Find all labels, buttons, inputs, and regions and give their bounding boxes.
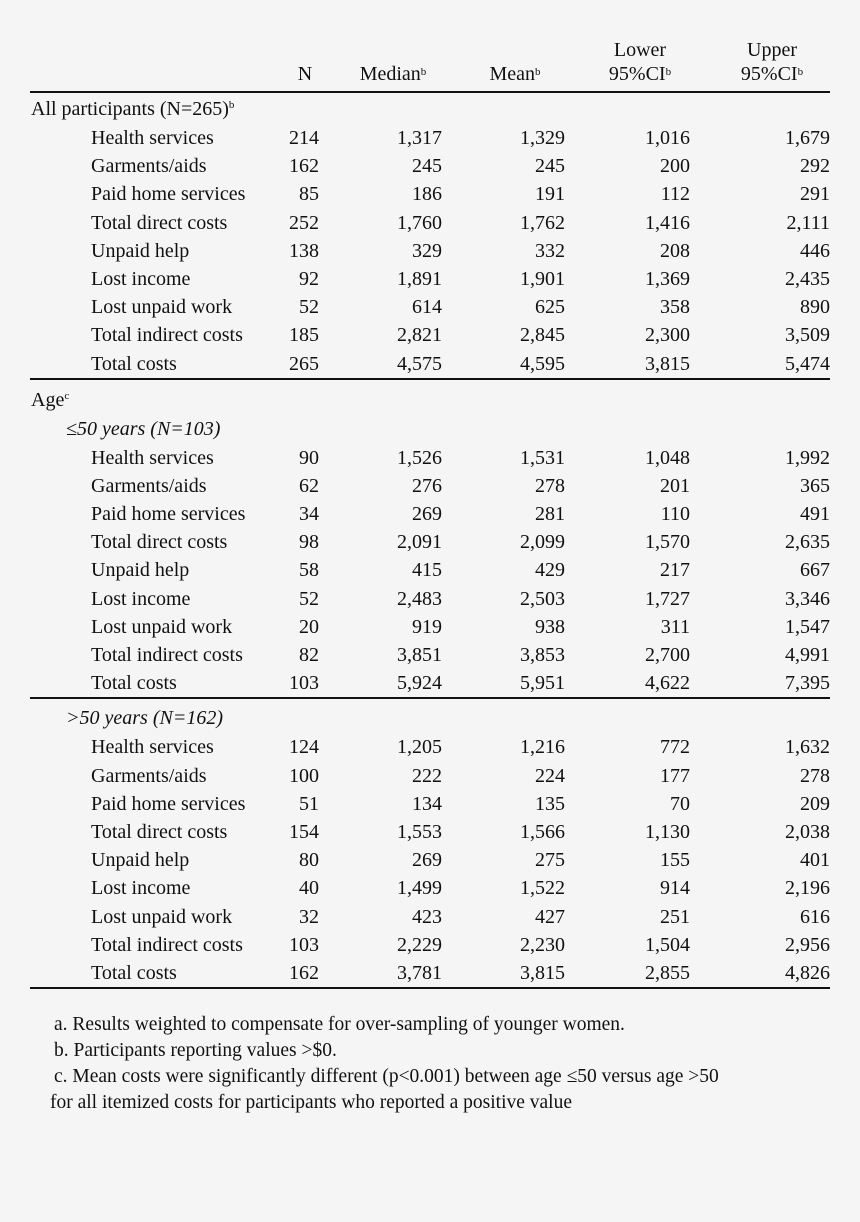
cell-lower-ci: 4,622 [645,672,690,695]
cell-n: 103 [289,933,319,956]
row-label: Lost unpaid work [91,905,233,928]
cell-mean: 429 [535,559,565,582]
cell-n: 62 [299,474,319,497]
table-row [0,669,860,697]
cell-lower-ci: 251 [660,905,690,928]
cell-upper-ci: 2,038 [785,820,830,843]
cell-upper-ci: 616 [800,905,830,928]
cell-n: 98 [299,531,319,554]
table-row [0,733,860,761]
section-all-participants-title [0,94,860,124]
row-label: Total indirect costs [91,644,243,666]
row-label: Lost income [91,267,191,290]
cell-lower-ci: 110 [660,503,690,526]
cell-mean: 281 [535,503,565,526]
cell-n: 162 [289,961,319,984]
cell-n: 20 [299,615,319,638]
table-row [0,641,860,669]
table-row [0,585,860,613]
subgroup-old-title: >50 years (N=162) [66,707,223,730]
row-label: Garments/aids [91,474,207,497]
cell-lower-ci: 2,700 [645,644,690,666]
table-row [0,472,860,500]
cell-mean: 135 [535,792,565,815]
cell-n: 34 [299,503,319,526]
cost-table [0,94,860,992]
cell-median: 245 [412,155,442,178]
cell-upper-ci: 3,509 [785,324,830,347]
cell-n: 52 [299,296,319,319]
cell-mean: 1,901 [520,267,565,290]
cell-lower-ci: 1,727 [645,587,690,610]
row-label: Paid home services [91,792,246,815]
cell-n: 40 [299,877,319,900]
cell-upper-ci: 4,991 [785,644,830,666]
cell-mean: 1,329 [520,127,565,149]
col-header-mean-label: Mean [489,63,536,85]
table-row [0,790,860,818]
cell-lower-ci: 70 [670,792,690,815]
col-header-upper-sup: b [797,66,804,78]
table-row [0,874,860,902]
cell-upper-ci: 1,547 [785,615,830,638]
cell-mean: 191 [535,183,565,206]
table-row [0,350,860,378]
cell-median: 1,317 [397,127,442,149]
col-header-median-sup: b [420,66,427,78]
cell-median: 1,553 [397,820,442,843]
cell-lower-ci: 1,016 [645,127,690,149]
cell-upper-ci: 365 [800,474,830,497]
cell-n: 162 [289,155,319,178]
section-all-title-text: All participants (N=265) [31,98,229,120]
table-row [0,762,860,790]
row-label: Unpaid help [91,559,190,582]
row-label: Health services [91,127,214,149]
cell-median: 2,483 [397,587,442,610]
cell-n: 252 [289,211,319,234]
row-label: Paid home services [91,503,246,526]
cell-n: 103 [289,672,319,695]
table-row [0,556,860,584]
row-label: Total costs [91,352,177,375]
cell-median: 276 [412,474,442,497]
cell-mean: 3,853 [520,644,565,666]
table-row [0,237,860,265]
cell-mean: 2,230 [520,933,565,956]
row-label: Total direct costs [91,531,228,554]
table-row [0,265,860,293]
subgroup-divider [30,697,830,702]
cell-n: 265 [289,352,319,375]
col-header-upper-ci [712,38,832,90]
cell-median: 5,924 [397,672,442,695]
cell-upper-ci: 401 [800,849,830,872]
table-row [0,818,860,846]
cell-n: 214 [289,127,319,149]
cell-mean: 1,762 [520,211,565,234]
cell-upper-ci: 7,395 [785,672,830,695]
row-label: Total costs [91,672,177,695]
cell-median: 3,851 [397,644,442,666]
old-age-rows [0,733,860,987]
cell-mean: 1,566 [520,820,565,843]
col-header-mean [470,38,560,90]
section-divider [30,378,830,383]
row-label: Total indirect costs [91,324,243,347]
cell-lower-ci: 1,504 [645,933,690,956]
cell-n: 138 [289,239,319,262]
cell-lower-ci: 112 [660,183,690,206]
cell-lower-ci: 1,570 [645,531,690,554]
cell-upper-ci: 2,435 [785,267,830,290]
cell-median: 614 [412,296,442,319]
table-row [0,293,860,321]
header-rule [30,91,830,93]
cell-upper-ci: 3,346 [785,587,830,610]
table-row [0,903,860,931]
cell-median: 919 [412,615,442,638]
cell-median: 3,781 [397,961,442,984]
cell-median: 222 [412,764,442,787]
cell-upper-ci: 2,956 [785,933,830,956]
table-bottom-rule [30,987,830,992]
cell-upper-ci: 5,474 [785,352,830,375]
table-row [0,613,860,641]
cell-mean: 224 [535,764,565,787]
cell-median: 2,229 [397,933,442,956]
cell-mean: 2,845 [520,324,565,347]
cell-median: 4,575 [397,352,442,375]
cell-mean: 427 [535,905,565,928]
footnote-c: c. Mean costs were significantly different (p<0.001) between age ≤50 versus age >50 [54,1066,719,1087]
cell-n: 90 [299,446,319,469]
cell-mean: 1,216 [520,736,565,759]
cell-n: 58 [299,559,319,582]
cell-upper-ci: 292 [800,155,830,178]
cell-upper-ci: 890 [800,296,830,319]
cell-mean: 2,503 [520,587,565,610]
cell-upper-ci: 1,679 [785,127,830,149]
cell-n: 92 [299,267,319,290]
table-row [0,528,860,556]
cell-lower-ci: 1,048 [645,446,690,469]
young-age-rows [0,444,860,698]
cell-n: 51 [299,792,319,815]
row-label: Total direct costs [91,211,228,234]
cell-upper-ci: 4,826 [785,961,830,984]
row-label: Lost income [91,587,191,610]
row-label: Lost income [91,877,191,900]
cell-median: 2,091 [397,531,442,554]
cell-lower-ci: 200 [660,155,690,178]
cell-median: 1,891 [397,267,442,290]
cell-mean: 275 [535,849,565,872]
col-header-lower-line1: Lower [613,39,667,61]
row-label: Total costs [91,961,177,984]
table-row [0,846,860,874]
cell-lower-ci: 3,815 [645,352,690,375]
cell-lower-ci: 2,300 [645,324,690,347]
all-participants-rows [0,124,860,378]
cell-n: 124 [289,736,319,759]
cell-lower-ci: 155 [660,849,690,872]
table-footnotes [50,1012,834,1116]
cell-lower-ci: 1,416 [645,211,690,234]
cell-mean: 4,595 [520,352,565,375]
table-row [0,180,860,208]
col-header-n [270,38,340,90]
cell-n: 80 [299,849,319,872]
col-header-mean-sup: b [535,66,541,78]
cell-upper-ci: 209 [800,792,830,815]
cell-mean: 1,522 [520,877,565,900]
row-label: Unpaid help [91,239,190,262]
table-row [0,152,860,180]
cell-mean: 625 [535,296,565,319]
cell-n: 32 [299,905,319,928]
row-label: Lost unpaid work [91,296,233,319]
cell-mean: 332 [535,239,565,262]
section-age-title-text: Age [31,388,65,411]
cell-upper-ci: 491 [800,503,830,526]
table-row [0,124,860,152]
table-row [0,931,860,959]
col-header-median [343,38,443,90]
col-header-median-label: Median [359,63,421,85]
row-label: Total indirect costs [91,933,243,956]
col-header-upper-line2: 95%CI [740,63,798,85]
cell-n: 185 [289,324,319,347]
cell-median: 329 [412,239,442,262]
col-header-lower-line2: 95%CI [608,63,666,85]
cell-upper-ci: 1,992 [785,446,830,469]
cell-mean: 938 [535,615,565,638]
cell-median: 269 [412,503,442,526]
row-label: Health services [91,446,214,469]
cell-lower-ci: 177 [660,764,690,787]
table-row [0,500,860,528]
cell-mean: 245 [535,155,565,178]
table-row [0,444,860,472]
table-row [0,209,860,237]
cell-n: 82 [299,644,319,666]
table-row [0,959,860,987]
cell-upper-ci: 446 [800,239,830,262]
row-label: Garments/aids [91,155,207,178]
row-label: Garments/aids [91,764,207,787]
cell-n: 154 [289,820,319,843]
footnote-a: a. Results weighted to compensate for over-sampling of younger women. [54,1014,625,1035]
cell-median: 186 [412,183,442,206]
cell-n: 100 [289,764,319,787]
cell-mean: 2,099 [520,531,565,554]
row-label: Lost unpaid work [91,615,233,638]
cell-upper-ci: 2,196 [785,877,830,900]
cell-lower-ci: 2,855 [645,961,690,984]
cell-lower-ci: 217 [660,559,690,582]
cell-median: 134 [412,792,442,815]
cell-median: 1,526 [397,446,442,469]
cell-lower-ci: 201 [660,474,690,497]
cell-upper-ci: 291 [800,183,830,206]
cell-median: 2,821 [397,324,442,347]
footnote-b: b. Participants reporting values >$0. [54,1040,337,1061]
cell-mean: 5,951 [520,672,565,695]
cell-mean: 1,531 [520,446,565,469]
cell-median: 423 [412,905,442,928]
cell-median: 1,760 [397,211,442,234]
row-label: Unpaid help [91,849,190,872]
cell-upper-ci: 278 [800,764,830,787]
cell-lower-ci: 358 [660,296,690,319]
row-label: Health services [91,736,214,759]
cell-n: 85 [299,183,319,206]
table-row [0,321,860,349]
cell-upper-ci: 2,635 [785,531,830,554]
section-all-title-sup: b [228,99,235,111]
cell-mean: 278 [535,474,565,497]
cell-lower-ci: 1,130 [645,820,690,843]
cell-lower-ci: 914 [660,877,690,900]
cell-upper-ci: 2,111 [786,211,830,234]
cell-n: 52 [299,587,319,610]
row-label: Paid home services [91,183,246,206]
cell-median: 1,205 [397,736,442,759]
col-header-lower-sup: b [665,66,672,78]
col-header-lower-ci [588,38,692,90]
cell-median: 1,499 [397,877,442,900]
footnote-c-continued: for all itemized costs for participants who reported a positive value [50,1092,572,1113]
col-header-upper-line1: Upper [747,39,797,61]
cell-upper-ci: 667 [800,559,830,582]
section-age-title [0,385,860,415]
col-header-n-label: N [297,63,313,85]
row-label: Total direct costs [91,820,228,843]
cell-lower-ci: 1,369 [645,267,690,290]
cell-median: 415 [412,559,442,582]
cell-upper-ci: 1,632 [785,736,830,759]
cell-lower-ci: 772 [660,736,690,759]
cell-lower-ci: 311 [660,615,690,638]
cell-lower-ci: 208 [660,239,690,262]
cell-median: 269 [412,849,442,872]
cell-mean: 3,815 [520,961,565,984]
subgroup-young-title: ≤50 years (N=103) [66,417,221,440]
section-age-title-sup: c [64,389,70,402]
